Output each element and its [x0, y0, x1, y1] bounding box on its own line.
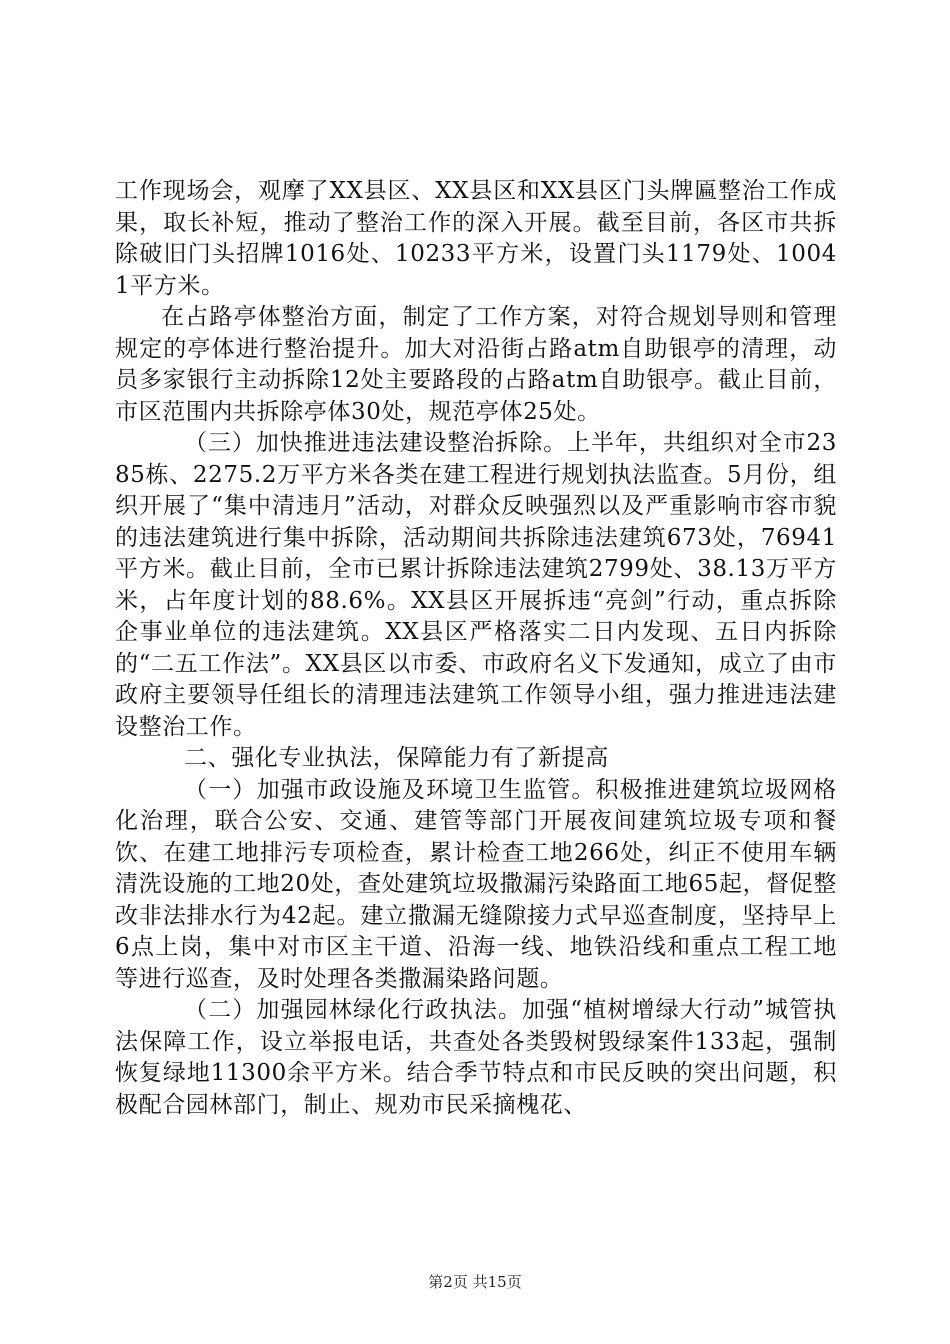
document-body [115, 176, 837, 1121]
paragraph-illegal-construction: （三）加快推进违法建设整治拆除。上半年，共组织对全市2385栋、2275.2万平方米各类在建工程进行规划执法监查。5月份，组织开展了“集中清违月”活动，对群众反映强烈以及严重影响市容市貌的违法建筑进行集中拆除，活动期间共拆除违法建筑673处，76941平方米。截止目前，全市已累计拆除违法建筑2799处、38.13万平方米，占年度计划的88.6%。XX县区开展拆违“亮剑”行动，重点拆除企事业单位的违法建筑。XX县区严格落实二日内发现、五日内拆除的“二五工作法”。XX县区以市委、市政府名义下发通知，成立了由市政府主要领导任组长的清理违法建筑工作领导小组，强力推进违法建设整治工作。 [115, 430, 837, 740]
paragraph-greening-enforcement: （二）加强园林绿化行政执法。加强“植树增绿大行动”城管执法保障工作，设立举报电话，共查处各类毁树毁绿案件133起，强制恢复绿地11300余平方米。结合季节特点和市民反映的突出问题，积极配合园林部门，制止、规劝市民采摘槐花、 [115, 997, 837, 1118]
paragraph-municipal-supervision: （一）加强市政设施及环境卫生监管。积极推进建筑垃圾网格化治理，联合公安、交通、建管等部门开展夜间建筑垃圾专项和餐饮、在建工地排污专项检查，累计检查工地266处，纠正不使用车辆清洗设施的工地20处，查处建筑垃圾撒漏污染路面工地65起，督促整改非法排水行为42起。建立撒漏无缝隙接力式早巡查制度，坚持早上6点上岗，集中对市区主干道、沿海一线、地铁沿线和重点工程工地等进行巡查，及时处理各类撒漏染路问题。 [115, 776, 837, 992]
paragraph-continuation: 工作现场会，观摩了XX县区、XX县区和XX县区门头牌匾整治工作成果，取长补短，推动了整治工作的深入开展。截至目前，各区市共拆除破旧门头招牌1016处、10233平方米，设置门头1179处、10041平方米。 [115, 178, 837, 299]
page-number-footer: 第2页 共15页 [428, 1273, 522, 1291]
paragraph-kiosk-rectification: 在占路亭体整治方面，制定了工作方案，对符合规划导则和管理规定的亭体进行整治提升。加大对沿街占路atm自助银亭的清理，动员多家银行主动拆除12处主要路段的占路atm自助银亭。截止目前，市区范围内共拆除亭体30处，规范亭体25处。 [115, 304, 837, 425]
section-heading: 二、强化专业执法，保障能力有了新提高 [184, 745, 609, 771]
